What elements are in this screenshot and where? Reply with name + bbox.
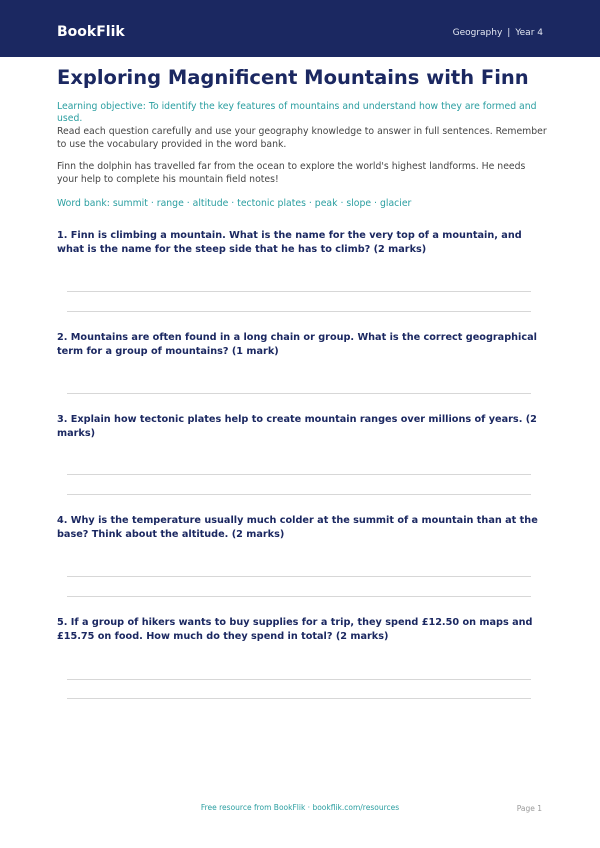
- year-label: Year 4: [515, 28, 543, 38]
- page-title: Exploring Magnificent Mountains with Finn: [57, 66, 529, 89]
- answer-line[interactable]: [67, 311, 531, 312]
- footer-resource-link[interactable]: Free resource from BookFlik · bookflik.com/resources: [200, 803, 400, 812]
- instructions-paragraph: Read each question carefully and use your geography knowledge to answer in full sentences. Remember to use the vocabulary provided in the word bank.: [57, 126, 547, 150]
- question-4: 4. Why is the temperature usually much colder at the summit of a mountain than at the base? Think about the altitude. (2 marks): [57, 515, 538, 540]
- question-2: 2. Mountains are often found in a long chain or group. What is the correct geographical term for a group of mountains? (1 mark): [57, 332, 537, 357]
- answer-line[interactable]: [67, 679, 531, 680]
- brand-logo: BookFlik: [57, 24, 125, 40]
- answer-line[interactable]: [67, 596, 531, 597]
- answer-line[interactable]: [67, 474, 531, 475]
- subject-label: Geography: [452, 28, 503, 38]
- answer-line[interactable]: [67, 698, 531, 699]
- story-paragraph: Finn the dolphin has travelled far from the ocean to explore the world's highest landforms. He needs your help to complete his mountain field notes!: [57, 161, 526, 185]
- question-1: 1. Finn is climbing a mountain. What is the name for the very top of a mountain, and what is the name for the steep side that he has to climb? (2 marks): [57, 230, 522, 255]
- learning-objective: Learning objective: To identify the key features of mountains and understand how they are formed and used.: [57, 101, 537, 124]
- answer-line[interactable]: [67, 576, 531, 577]
- answer-line[interactable]: [67, 393, 531, 394]
- word-bank: Word bank: summit · range · altitude · tectonic plates · peak · slope · glacier: [57, 198, 412, 209]
- question-5: 5. If a group of hikers wants to buy supplies for a trip, they spend £12.50 on maps and £15.75 on food. How much do they spend in total? (2 marks): [57, 617, 533, 642]
- header-bar: [0, 0, 600, 57]
- subject-year-label: [453, 27, 543, 39]
- separator: |: [507, 28, 511, 38]
- question-3: 3. Explain how tectonic plates help to create mountain ranges over millions of years. (2 marks): [57, 414, 537, 439]
- answer-line[interactable]: [67, 291, 531, 292]
- answer-line[interactable]: [67, 494, 531, 495]
- page-number: Page 1: [516, 804, 542, 813]
